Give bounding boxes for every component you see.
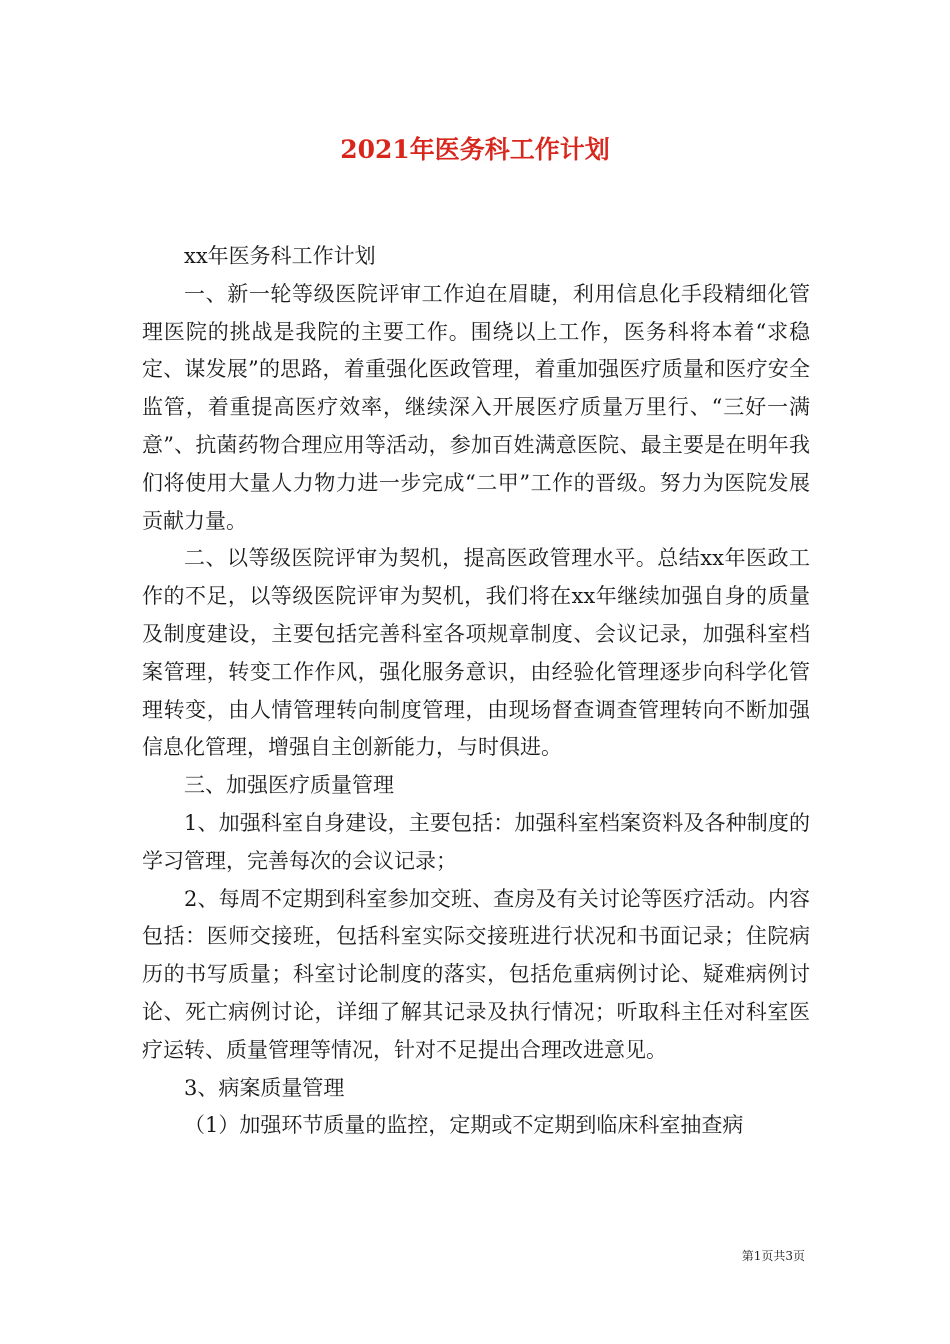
paragraph-section-3-heading: 三、加强医疗质量管理 bbox=[184, 773, 394, 798]
paragraph-item-1: 1、加强科室自身建设，主要包括：加强科室档案资料及各种制度的学习管理，完善每次的会议记录； bbox=[142, 810, 810, 873]
page-number: 第1页共3页 bbox=[741, 1249, 805, 1263]
paragraph-item-2: 2、每周不定期到科室参加交班、查房及有关讨论等医疗活动。内容包括：医师交接班，包括科室实际交接班进行状况和书面记录；住院病历的书写质量；科室讨论制度的落实，包括危重病例讨论、疑难病例讨论、死亡病例讨论，详细了解其记录及执行情况；听取科主任对科室医疗运转、质量管理等情况，针对不足提出合理改进意见。 bbox=[142, 886, 810, 1062]
paragraph-subitem-1: （1）加强环节质量的监控，定期或不定期到临床科室抽查病 bbox=[184, 1113, 744, 1138]
document-body bbox=[142, 238, 810, 1145]
paragraph-section-2: 二、以等级医院评审为契机，提高医政管理水平。总结xx年医政工作的不足，以等级医院评审为契机，我们将在xx年继续加强自身的质量及制度建设，主要包括完善科室各项规章制度、会议记录，加强科室档案管理，转变工作作风，强化服务意识，由经验化管理逐步向科学化管理转变，由人情管理转向制度管理，由现场督查调查管理转向不断加强信息化管理，增强自主创新能力，与时俱进。 bbox=[142, 546, 810, 760]
document-title: 2021年医务科工作计划 bbox=[340, 135, 610, 164]
paragraph-section-1: 一、新一轮等级医院评审工作迫在眉睫，利用信息化手段精细化管理医院的挑战是我院的主要工作。围绕以上工作，医务科将本着“求稳定、谋发展”的思路，着重强化医政管理，着重加强医疗质量和医疗安全监管，着重提高医疗效率，继续深入开展医疗质量万里行、“三好一满意”、抗菌药物合理应用等活动，参加百姓满意医院、最主要是在明年我们将使用大量人力物力进一步完成“二甲”工作的晋级。努力为医院发展贡献力量。 bbox=[142, 281, 810, 533]
paragraph-item-3: 3、病案质量管理 bbox=[184, 1075, 345, 1100]
paragraph-heading: xx年医务科工作计划 bbox=[184, 244, 376, 268]
